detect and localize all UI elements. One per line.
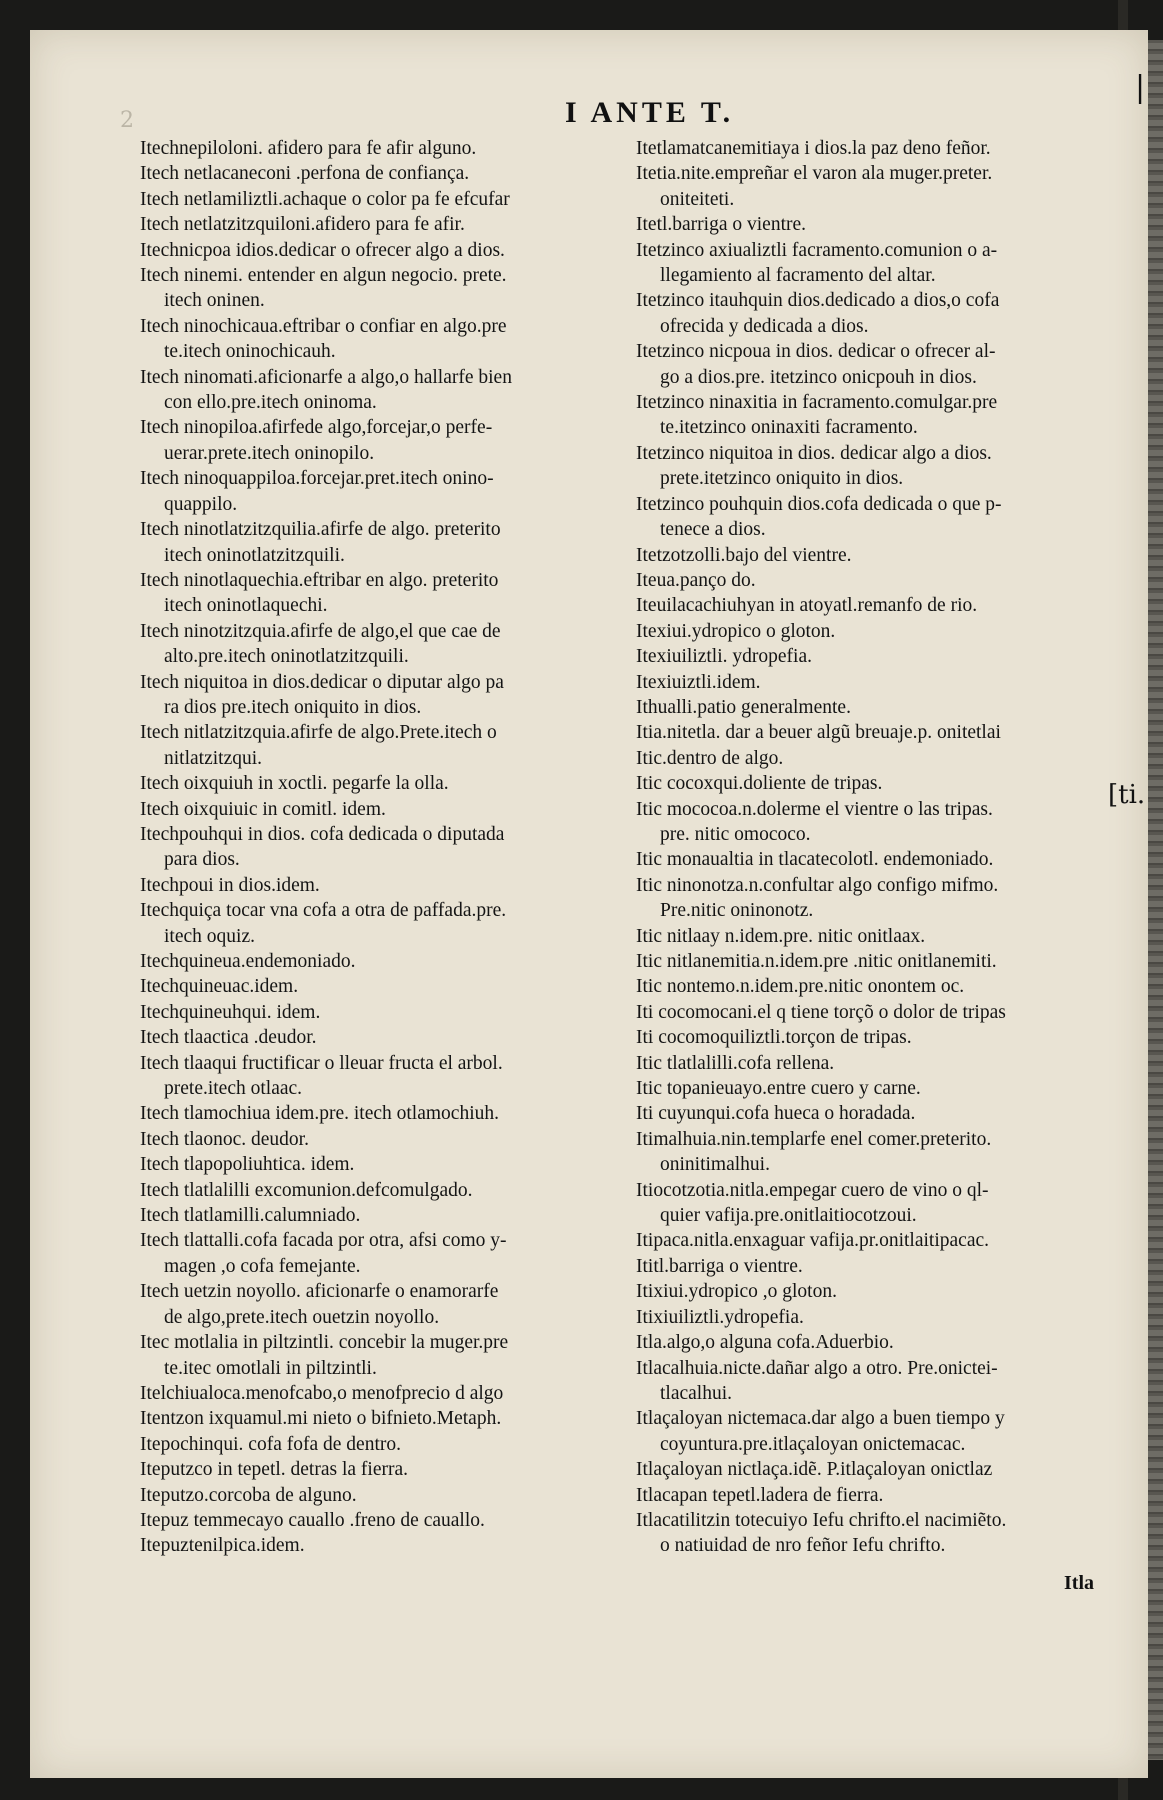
dictionary-entry-line: Itechquineua.endemoniado. xyxy=(140,951,356,972)
dictionary-entry-line: Itla.algo,o alguna cofa.Aduerbio. xyxy=(636,1332,894,1354)
dictionary-entry-line: Itech niquitoa in dios.dedicar o diputar algo pa xyxy=(140,671,504,693)
dictionary-entry-line: Itic.dentro de algo. xyxy=(636,747,784,769)
entry-continuation-line: tenece a dios. xyxy=(660,519,766,541)
entry-continuation-line: alto.pre.itech oninotlatzitzquili. xyxy=(164,646,409,668)
entry-continuation-line: Pre.nitic oninonotz. xyxy=(660,900,814,922)
dictionary-entry-line: Itech ninoquappiloa.forcejar.pret.itech onino- xyxy=(140,468,494,490)
dictionary-entry-line: Itech tlaactica .deudor. xyxy=(140,1027,317,1049)
dictionary-entry-line: Itetzinco niquitoa in dios. dedicar algo a dios. xyxy=(636,442,992,464)
dictionary-entry-line: Itixiui.ydropico ,o gloton. xyxy=(636,1281,837,1303)
dictionary-entry-line: Itiocotzotia.nitla.empegar cuero de vino o ql- xyxy=(636,1179,989,1201)
dictionary-entry-line: Itic nitlaay n.idem.pre. nitic onitlaax. xyxy=(636,925,926,947)
dictionary-entry-line: Itech oixquiuh in xoctli. pegarfe la olla. xyxy=(140,773,449,795)
dictionary-entry-line: Ithualli.patio generalmente. xyxy=(636,696,851,718)
dictionary-entry-line: Itech nitlatzitzquia.afirfe de algo.Prete.itech o xyxy=(140,722,497,744)
dictionary-entry-line: Itechquineuhqui. idem. xyxy=(140,1001,321,1023)
entry-continuation-line: magen ,o cofa femejante. xyxy=(164,1255,361,1277)
entry-continuation-line: llegamiento al facramento del altar. xyxy=(660,265,936,287)
dictionary-entry-line: Itechnicpoa idios.dedicar o ofrecer algo a dios. xyxy=(140,239,505,261)
dictionary-entry-line: Itlaçaloyan nictlaça.idẽ. P.itlaçaloyan onictlaz xyxy=(636,1459,993,1481)
entry-continuation-line: te.itetzinco oninaxiti facramento. xyxy=(660,417,918,439)
entry-continuation-line: go a dios.pre. itetzinco onicpouh in dios. xyxy=(660,366,977,388)
dictionary-entry-line: Itech netlatzitzquiloni.afidero para fe afir. xyxy=(140,214,465,236)
entry-continuation-line: quappilo. xyxy=(164,493,238,515)
corner-mark: | xyxy=(1135,70,1146,105)
dictionary-entry-line: Itech netlacaneconi .perfona de confiança. xyxy=(140,163,470,185)
entry-continuation-line: itech oninotlaquechi. xyxy=(164,595,328,617)
dictionary-entry-line: Itech oixquiuic in comitl. idem. xyxy=(140,798,386,820)
dictionary-entry-line: Itechquineuac.idem. xyxy=(140,976,299,998)
entry-continuation-line: tlacalhui. xyxy=(660,1382,733,1404)
dictionary-entry-line: Itic nontemo.n.idem.pre.nitic onontem oc. xyxy=(636,976,965,998)
catchword: Itla xyxy=(1064,1572,1094,1594)
dictionary-entry-line: Itech tlatlamilli.calumniado. xyxy=(140,1205,361,1227)
entry-continuation-line: para dios. xyxy=(164,849,240,871)
dictionary-entry-line: Itia.nitetla. dar a beuer algũ breuaje.p. onitetlai xyxy=(636,722,1001,744)
dictionary-entry-line: Itexiuiztli.idem. xyxy=(636,671,761,693)
entry-continuation-line: itech oninen. xyxy=(164,290,265,312)
dictionary-entry-line: Itech ninotzitzquia.afirfe de algo,el que cae de xyxy=(140,620,501,642)
dictionary-entry-line: Itech netlamiliztli.achaque o color pa fe efcufar xyxy=(140,188,510,210)
dictionary-entry-line: Itec motlalia in piltzintli. concebir la muger.pre xyxy=(140,1332,509,1354)
dictionary-entry-line: Itetzinco axiualiztli facramento.comunion o a- xyxy=(636,239,998,261)
dictionary-entry-line: Itetzotzolli.bajo del vientre. xyxy=(636,544,852,566)
entry-continuation-line: oninitimalhui. xyxy=(660,1154,770,1176)
dictionary-entry-line: Itexiui.ydropico o gloton. xyxy=(636,620,836,642)
dictionary-entry-line: Itech tlaonoc. deudor. xyxy=(140,1128,309,1150)
running-header: I ANTE T. xyxy=(565,96,735,129)
margin-fragment: [ti. xyxy=(1108,780,1146,810)
dictionary-entry-line: Iti cocomocani.el q tiene torçõ o dolor de tripas xyxy=(636,1001,1006,1023)
entry-continuation-line: uerar.prete.itech oninopilo. xyxy=(164,442,375,464)
dictionary-entry-line: Iti cocomoquiliztli.torçon de tripas. xyxy=(636,1027,912,1049)
dictionary-entry-line: Iti cuyunqui.cofa hueca o horadada. xyxy=(636,1103,916,1125)
dictionary-entry-line: Itech ninopiloa.afirfede algo,forcejar,o perfe- xyxy=(140,417,493,439)
dictionary-entry-line: Itic monaualtia in tlacatecolotl. endemoniado. xyxy=(636,849,994,871)
entry-continuation-line: ofrecida y dedicada a dios. xyxy=(660,315,869,337)
dictionary-entry-line: Itentzon ixquamul.mi nieto o bifnieto.Metaph. xyxy=(140,1408,502,1430)
dictionary-entry-line: Itech ninochicaua.eftribar o confiar en algo.pre xyxy=(140,315,507,337)
dictionary-entry-line: Itetzinco ninaxitia in facramento.comulgar.pre xyxy=(636,392,998,414)
dictionary-entry-line: Itetl.barriga o vientre. xyxy=(636,214,807,236)
entry-continuation-line: prete.itetzinco oniquito in dios. xyxy=(660,468,904,490)
dictionary-entry-line: Itetzinco pouhquin dios.cofa dedicada o que p- xyxy=(636,493,1002,515)
dictionary-entry-line: Itic nitlanemitia.n.idem.pre .nitic onitlanemiti. xyxy=(636,951,997,972)
dictionary-entry-line: Itixiuiliztli.ydropefia. xyxy=(636,1306,804,1328)
entry-continuation-line: ra dios pre.itech oniquito in dios. xyxy=(164,696,422,718)
entry-continuation-line: oniteiteti. xyxy=(660,188,735,210)
dictionary-entry-line: Itech tlapopoliuhtica. idem. xyxy=(140,1154,355,1176)
dictionary-entry-line: Itic tlatlalilli.cofa rellena. xyxy=(636,1052,835,1074)
dictionary-entry-line: Iteputzco in tepetl. detras la fierra. xyxy=(140,1459,408,1481)
dictionary-entry-line: Itlaçaloyan nictemaca.dar algo a buen tiempo y xyxy=(636,1408,1005,1430)
dictionary-entry-line: Iteuilacachiuhyan in atoyatl.remanfo de rio. xyxy=(636,595,978,617)
entry-continuation-line: coyuntura.pre.itlaçaloyan onictemacac. xyxy=(660,1433,966,1455)
dictionary-entry-line: Itech uetzin noyollo. aficionarfe o enamorarfe xyxy=(140,1281,499,1303)
dictionary-entry-line: Itic mococoa.n.dolerme el vientre o las tripas. xyxy=(636,798,993,820)
dictionary-entry-line: Itech tlatlalilli excomunion.defcomulgado. xyxy=(140,1179,473,1201)
dictionary-entry-line: Itech ninomati.aficionarfe a algo,o hallarfe bien xyxy=(140,366,512,388)
dictionary-entry-line: Itelchiualoca.menofcabo,o menofprecio d algo xyxy=(140,1382,504,1404)
entry-continuation-line: itech oninotlatzitzquili. xyxy=(164,544,345,566)
entry-continuation-line: te.itech oninochicauh. xyxy=(164,341,336,363)
dictionary-entry-line: Itic cocoxqui.doliente de tripas. xyxy=(636,773,883,795)
dictionary-entry-line: Itechpouhqui in dios. cofa dedicada o diputada xyxy=(140,823,505,845)
dictionary-entry-line: Itech ninotlaquechia.eftribar en algo. preterito xyxy=(140,569,499,591)
dictionary-entry-line: Iteua.panço do. xyxy=(636,569,756,591)
left-column xyxy=(140,136,616,1559)
dictionary-entry-line: Itech tlaaqui fructificar o lleuar fructa el arbol. xyxy=(140,1052,503,1074)
dictionary-entry-line: Itetzinco itauhquin dios.dedicado a dios,o cofa xyxy=(636,290,1000,312)
entry-continuation-line: con ello.pre.itech oninoma. xyxy=(164,392,377,414)
dictionary-entry-line: Itepuztenilpica.idem. xyxy=(140,1535,305,1557)
dictionary-entry-line: Itetia.nite.empreñar el varon ala muger.preter. xyxy=(636,163,993,185)
entry-continuation-line: prete.itech otlaac. xyxy=(164,1078,303,1100)
dictionary-entry-line: Itexiuiliztli. ydropefia. xyxy=(636,646,812,668)
dictionary-entry-line: Iteputzo.corcoba de alguno. xyxy=(140,1484,357,1506)
dictionary-entry-line: Itetzinco nicpoua in dios. dedicar o ofrecer al- xyxy=(636,341,996,363)
entry-continuation-line: nitlatzitzqui. xyxy=(164,747,263,769)
dictionary-entry-line: Itech tlamochiua idem.pre. itech otlamochiuh. xyxy=(140,1103,499,1125)
entry-continuation-line: de algo,prete.itech ouetzin noyollo. xyxy=(164,1306,440,1328)
dictionary-entry-line: Itlacatilitzin totecuiyo Iefu chrifto.el nacimiẽto. xyxy=(636,1509,1007,1531)
right-column xyxy=(636,136,1114,1559)
entry-continuation-line: o natiuidad de nro feñor Iefu chrifto. xyxy=(660,1535,946,1557)
dictionary-entry-line: Ititl.barriga o vientre. xyxy=(636,1255,803,1277)
dictionary-entry-line: Itechpoui in dios.idem. xyxy=(140,874,320,896)
dictionary-entry-line: Itech tlattalli.cofa facada por otra, afsi como y- xyxy=(140,1230,507,1252)
folio-number: 2 xyxy=(120,108,134,133)
dictionary-entry-line: Itetlamatcanemitiaya i dios.la paz deno feñor. xyxy=(636,138,991,159)
dictionary-entry-line: Itech ninotlatzitzquilia.afirfe de algo. preterito xyxy=(140,519,501,541)
dictionary-entry-line: Itepuz temmecayo cauallo .freno de cauallo. xyxy=(140,1509,485,1531)
dictionary-entry-line: Itechnepiloloni. afidero para fe afir alguno. xyxy=(140,138,477,159)
dictionary-entry-line: Itic topanieuayo.entre cuero y carne. xyxy=(636,1078,921,1100)
dictionary-entry-line: Itimalhuia.nin.templarfe enel comer.preterito. xyxy=(636,1128,992,1150)
dictionary-entry-line: Itlacalhuia.nicte.dañar algo a otro. Pre.onictei- xyxy=(636,1357,998,1379)
dictionary-entry-line: Itepochinqui. cofa fofa de dentro. xyxy=(140,1433,401,1455)
entry-continuation-line: te.itec omotlali in piltzintli. xyxy=(164,1357,377,1379)
dictionary-entry-line: Itechquiça tocar vna cofa a otra de paffada.pre. xyxy=(140,900,507,922)
dictionary-entry-line: Itlacapan tepetl.ladera de fierra. xyxy=(636,1484,884,1506)
dictionary-entry-line: Itic ninonotza.n.confultar algo configo mifmo. xyxy=(636,874,999,896)
dictionary-entry-line: Itipaca.nitla.enxaguar vafija.pr.onitlaitipacac. xyxy=(636,1230,989,1252)
entry-continuation-line: pre. nitic omococo. xyxy=(660,823,811,845)
entry-continuation-line: quier vafija.pre.onitlaitiocotzoui. xyxy=(660,1205,917,1227)
dictionary-entry-line: Itech ninemi. entender en algun negocio. prete. xyxy=(140,265,507,287)
entry-continuation-line: itech oquiz. xyxy=(164,925,255,947)
